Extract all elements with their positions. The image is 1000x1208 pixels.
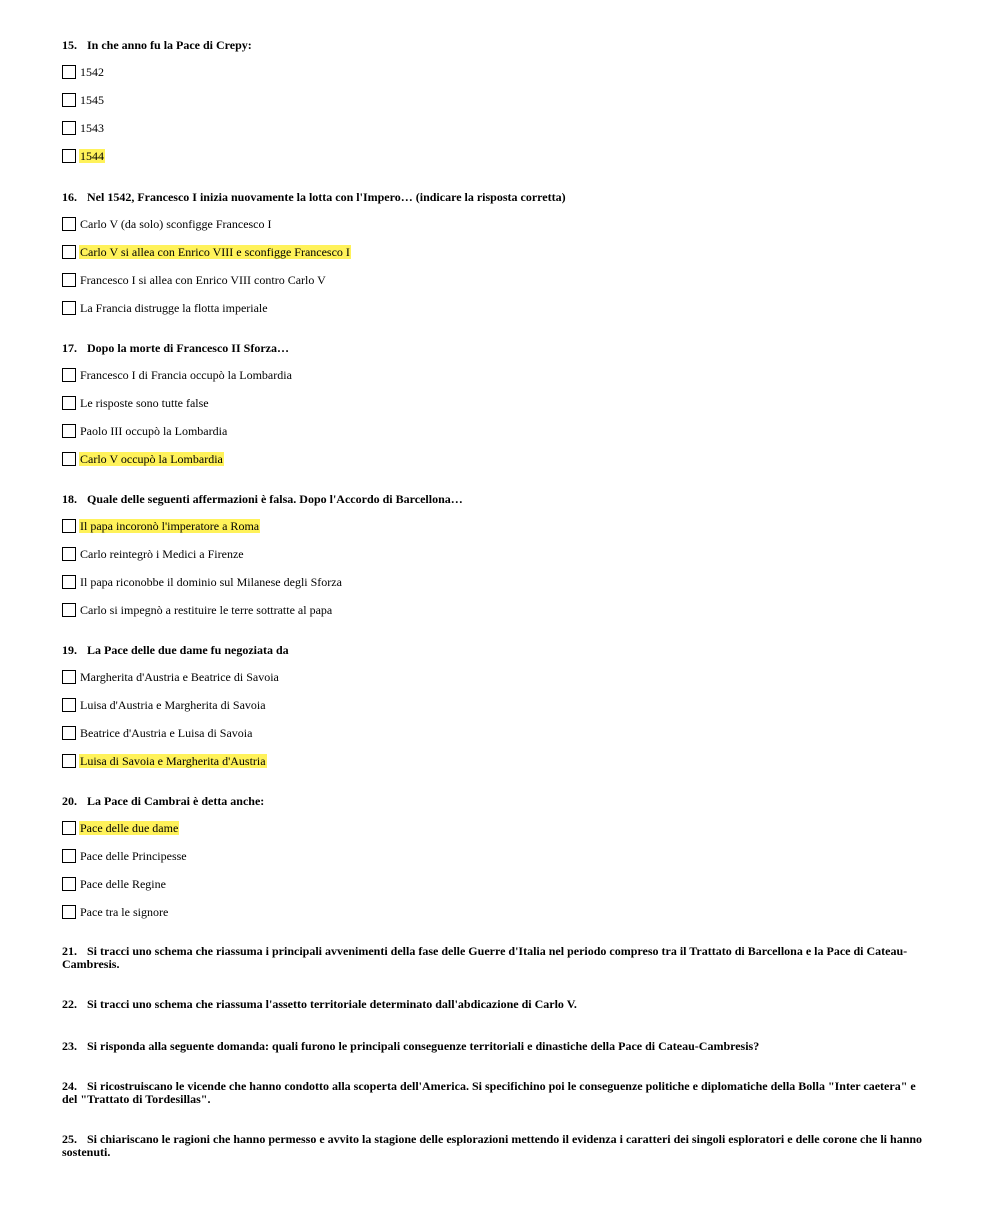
- option-d[interactable]: [62, 445, 293, 473]
- option-label: Francesco I si allea con Enrico VIII contro Carlo V: [80, 273, 326, 287]
- option-label: 1542: [80, 65, 104, 79]
- question-16: [62, 182, 566, 322]
- question-19: [62, 635, 289, 775]
- option-c[interactable]: [62, 870, 264, 898]
- question-title: [62, 182, 566, 204]
- option-label: Carlo reintegrò i Medici a Firenze: [80, 547, 244, 561]
- option-label: Pace tra le signore: [80, 905, 169, 919]
- option-a[interactable]: [62, 663, 289, 691]
- question-number: 24.: [62, 1079, 77, 1093]
- checkbox[interactable]: [62, 368, 76, 382]
- option-label: Pace delle Regine: [80, 877, 166, 891]
- option-label: Francesco I di Francia occupò la Lombardia: [80, 368, 292, 382]
- checkbox[interactable]: [62, 754, 76, 768]
- question-text: La Pace delle due dame fu negoziata da: [87, 643, 289, 657]
- open-question-22: [62, 998, 922, 1011]
- checkbox[interactable]: [62, 273, 76, 287]
- checkbox[interactable]: [62, 547, 76, 561]
- option-c[interactable]: [62, 266, 566, 294]
- checkbox[interactable]: [62, 821, 76, 835]
- option-label: Il papa riconobbe il dominio sul Milanese degli Sforza: [80, 575, 342, 589]
- option-1542[interactable]: [62, 58, 252, 86]
- question-text: In che anno fu la Pace di Crepy:: [87, 38, 252, 52]
- question-15: [62, 30, 252, 170]
- question-text: Quale delle seguenti affermazioni è falsa. Dopo l'Accordo di Barcellona…: [87, 492, 463, 506]
- question-title: [62, 635, 289, 657]
- option-label-highlighted: Pace delle due dame: [80, 821, 179, 835]
- option-label: La Francia distrugge la flotta imperiale: [80, 301, 268, 315]
- question-number: 17.: [62, 341, 77, 355]
- question-number: 20.: [62, 794, 77, 808]
- checkbox[interactable]: [62, 65, 76, 79]
- question-title: [62, 786, 264, 808]
- question-number: 21.: [62, 944, 77, 958]
- option-b[interactable]: [62, 238, 566, 266]
- question-text: Nel 1542, Francesco I inizia nuovamente la lotta con l'Impero… (indicare la risposta corretta): [87, 190, 566, 204]
- option-a[interactable]: [62, 361, 293, 389]
- option-a[interactable]: [62, 210, 566, 238]
- option-label: 1545: [80, 93, 104, 107]
- question-text: Si ricostruiscano le vicende che hanno condotto alla scoperta dell'America. Si specifichino poi le conseguenze politiche e diplomatiche della Bolla "Inter caetera" e del "Trattato di Tordesillas".: [62, 1079, 916, 1106]
- open-question-23: [62, 1040, 922, 1053]
- option-label-highlighted: Luisa di Savoia e Margherita d'Austria: [80, 754, 266, 768]
- question-number: 25.: [62, 1132, 77, 1146]
- question-title: [62, 333, 293, 355]
- question-number: 22.: [62, 997, 77, 1011]
- option-b[interactable]: [62, 540, 463, 568]
- checkbox[interactable]: [62, 519, 76, 533]
- checkbox[interactable]: [62, 726, 76, 740]
- question-18: [62, 484, 463, 624]
- question-title: [62, 484, 463, 506]
- option-label-highlighted: 1544: [80, 149, 104, 163]
- question-text: Si tracci uno schema che riassuma i principali avvenimenti della fase delle Guerre d'Italia nel periodo compreso tra il Trattato di Barcellona e la Pace di Cateau-Cambresis.: [62, 944, 908, 971]
- open-question-25: [62, 1133, 932, 1159]
- option-label: Luisa d'Austria e Margherita di Savoia: [80, 698, 266, 712]
- option-label: Paolo III occupò la Lombardia: [80, 424, 228, 438]
- option-a[interactable]: [62, 512, 463, 540]
- question-text: Dopo la morte di Francesco II Sforza…: [87, 341, 289, 355]
- option-label: Carlo si impegnò a restituire le terre sottratte al papa: [80, 603, 333, 617]
- option-d[interactable]: [62, 294, 566, 322]
- question-text: La Pace di Cambrai è detta anche:: [87, 794, 265, 808]
- question-title: [62, 30, 252, 52]
- option-label: Le risposte sono tutte false: [80, 396, 209, 410]
- option-a[interactable]: [62, 814, 264, 842]
- checkbox[interactable]: [62, 217, 76, 231]
- option-d[interactable]: [62, 898, 264, 926]
- option-1543[interactable]: [62, 114, 252, 142]
- checkbox[interactable]: [62, 698, 76, 712]
- option-d[interactable]: [62, 747, 289, 775]
- checkbox[interactable]: [62, 575, 76, 589]
- option-label: 1543: [80, 121, 104, 135]
- question-number: 23.: [62, 1039, 77, 1053]
- checkbox[interactable]: [62, 301, 76, 315]
- option-b[interactable]: [62, 842, 264, 870]
- option-b[interactable]: [62, 691, 289, 719]
- checkbox[interactable]: [62, 121, 76, 135]
- question-text: Si chiariscano le ragioni che hanno permesso e avvito la stagione delle esplorazioni mettendo il evidenza i caratteri dei singoli esploratori e delle corone che li hanno sostenuti.: [62, 1132, 923, 1159]
- checkbox[interactable]: [62, 905, 76, 919]
- checkbox[interactable]: [62, 452, 76, 466]
- question-17: [62, 333, 293, 473]
- question-number: 19.: [62, 643, 77, 657]
- option-d[interactable]: [62, 596, 463, 624]
- option-1545[interactable]: [62, 86, 252, 114]
- option-c[interactable]: [62, 568, 463, 596]
- option-label-highlighted: Il papa incoronò l'imperatore a Roma: [80, 519, 260, 533]
- option-label-highlighted: Carlo V occupò la Lombardia: [80, 452, 223, 466]
- question-text: Si tracci uno schema che riassuma l'assetto territoriale determinato dall'abdicazione di Carlo V.: [87, 997, 577, 1011]
- open-question-24: [62, 1080, 922, 1106]
- checkbox[interactable]: [62, 245, 76, 259]
- option-label-highlighted: Carlo V si allea con Enrico VIII e sconfigge Francesco I: [80, 245, 350, 259]
- checkbox[interactable]: [62, 877, 76, 891]
- question-text: Si risponda alla seguente domanda: quali furono le principali conseguenze territoriali e dinastiche della Pace di Cateau-Cambresis?: [87, 1039, 760, 1053]
- checkbox[interactable]: [62, 424, 76, 438]
- option-label: Pace delle Principesse: [80, 849, 187, 863]
- open-question-21: [62, 945, 922, 971]
- option-c[interactable]: [62, 417, 293, 445]
- option-b[interactable]: [62, 389, 293, 417]
- option-1544[interactable]: [62, 142, 252, 170]
- question-number: 16.: [62, 190, 77, 204]
- checkbox[interactable]: [62, 603, 76, 617]
- checkbox[interactable]: [62, 396, 76, 410]
- option-label: Beatrice d'Austria e Luisa di Savoia: [80, 726, 253, 740]
- checkbox[interactable]: [62, 149, 76, 163]
- question-20: [62, 786, 264, 926]
- question-number: 18.: [62, 492, 77, 506]
- option-c[interactable]: [62, 719, 289, 747]
- checkbox[interactable]: [62, 849, 76, 863]
- checkbox[interactable]: [62, 93, 76, 107]
- option-label: Carlo V (da solo) sconfigge Francesco I: [80, 217, 272, 231]
- checkbox[interactable]: [62, 670, 76, 684]
- question-number: 15.: [62, 38, 77, 52]
- option-label: Margherita d'Austria e Beatrice di Savoia: [80, 670, 279, 684]
